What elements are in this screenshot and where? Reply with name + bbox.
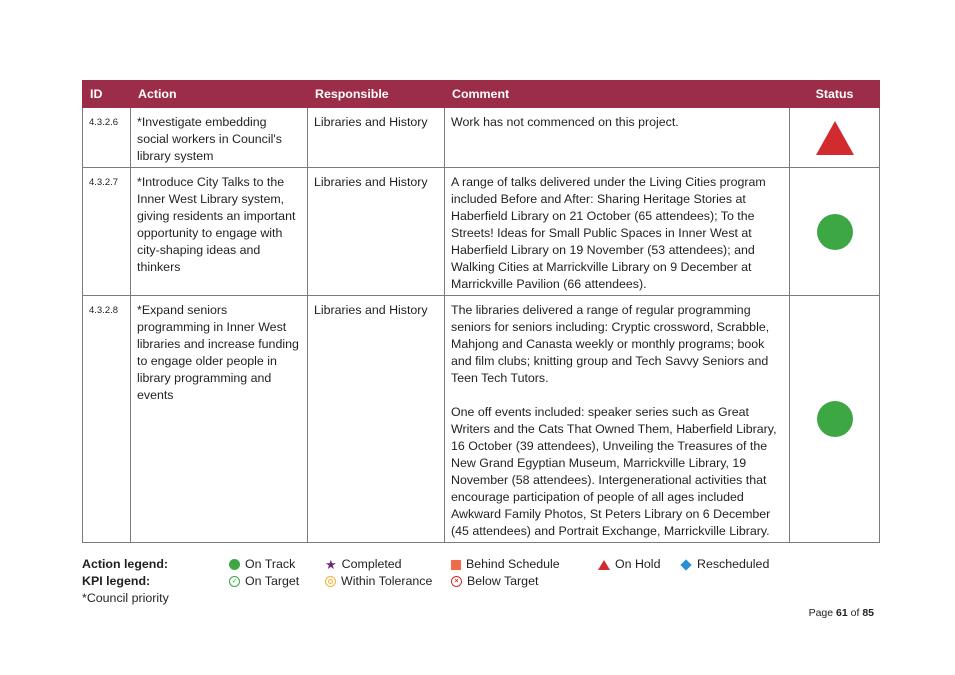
footer-page-word: Page [808, 607, 834, 619]
legend-below-target [451, 573, 538, 590]
action-table [82, 80, 880, 543]
legend-on-target [229, 573, 299, 590]
red-triangle-icon [598, 560, 610, 570]
header-responsible: Responsible [308, 81, 445, 108]
comment-paragraph: The libraries delivered a range of regular programming seniors for seniors including: Cryptic crossword, Scrabble, Mahjong and Canasta weekly or monthly programs; book and film clubs; knitting group and Tech Savvy Seniors and Teen Tech Tutors. [451, 303, 770, 385]
page-number: 61 [836, 607, 848, 619]
header-action: Action [131, 81, 308, 108]
legend-rescheduled [680, 556, 769, 573]
council-priority-note: *Council priority [82, 591, 169, 605]
page-footer [809, 607, 874, 619]
x-circle-icon: × [451, 576, 462, 587]
row-responsible: Libraries and History [308, 108, 445, 168]
row-status [790, 168, 880, 296]
header-comment: Comment [445, 81, 790, 108]
comment-paragraph: A range of talks delivered under the Living Cities program included Before and After: Sharing Heritage Stories at Haberfield Library on 21 October (65 attendees); To the Streets! Ideas for Small Public Spaces in Inner West at Haberfield Library on 19 November (53 attendees); and Walking Cities at Marrickville Library on 9 December at Marrickville Pavilion (66 attendees). [451, 175, 766, 291]
legend-below-target-label: Below Target [467, 574, 539, 588]
total-pages: 85 [862, 607, 874, 619]
table-row [83, 108, 880, 168]
row-id: 4.3.2.8 [83, 296, 131, 543]
star-icon: ★ [325, 557, 337, 572]
kpi-legend-label: KPI legend: [82, 574, 151, 588]
legend-on-hold-label: On Hold [615, 557, 661, 571]
comment-paragraph: Work has not commenced on this project. [451, 115, 679, 129]
legend-rescheduled-label: Rescheduled [697, 557, 770, 571]
legend-on-track-label: On Track [245, 557, 296, 571]
row-comment [445, 296, 790, 543]
table-row [83, 168, 880, 296]
on-hold-triangle-icon [816, 121, 854, 155]
header-id: ID [83, 81, 131, 108]
legend-completed-label: Completed [341, 557, 402, 571]
row-action: *Investigate embedding social workers in Council's library system [131, 108, 308, 168]
legend-on-track [229, 556, 295, 573]
row-action: *Expand seniors programming in Inner West libraries and increase funding to engage older people in library programming and events [131, 296, 308, 543]
footer-of-word: of [850, 607, 860, 619]
row-comment [445, 168, 790, 296]
row-responsible: Libraries and History [308, 168, 445, 296]
green-circle-icon [229, 559, 240, 570]
action-legend-label: Action legend: [82, 557, 169, 571]
on-track-circle-icon [817, 214, 853, 250]
legend-completed [325, 556, 402, 573]
row-action: *Introduce City Talks to the Inner West Library system, giving residents an important opportunity to engage with city-shaping ideas and thinkers [131, 168, 308, 296]
check-circle-icon: ✓ [229, 576, 240, 587]
orange-square-icon [451, 560, 461, 570]
legend [82, 556, 862, 608]
row-status [790, 296, 880, 543]
blue-diamond-icon [680, 559, 691, 570]
row-id: 4.3.2.7 [83, 168, 131, 296]
legend-on-target-label: On Target [245, 574, 300, 588]
row-id: 4.3.2.6 [83, 108, 131, 168]
table-row [83, 296, 880, 543]
legend-within-tolerance-label: Within Tolerance [341, 574, 433, 588]
comment-paragraph: One off events included: speaker series such as Great Writers and the Cats That Owned Them, Haberfield Library, 16 October (39 attendees), Unveiling the Treasures of the New Grand Egyptian Museum, Marrickville Library, 19 November (58 attendees). Intergenerational activities that encourage participation of people of all ages included Awkward Family Photos, St Peters Library on 6 December (45 attendees) and Portrait Exchange, Marrickville Library. [451, 405, 777, 538]
legend-behind-label: Behind Schedule [466, 557, 560, 571]
legend-within-tolerance [325, 573, 432, 590]
target-circle-icon [325, 576, 336, 587]
row-responsible: Libraries and History [308, 296, 445, 543]
row-status [790, 108, 880, 168]
legend-on-hold [598, 556, 660, 573]
on-track-circle-icon [817, 401, 853, 437]
legend-behind-schedule [451, 556, 560, 573]
header-status: Status [790, 81, 880, 108]
row-comment [445, 108, 790, 168]
table-header-row [83, 81, 880, 108]
